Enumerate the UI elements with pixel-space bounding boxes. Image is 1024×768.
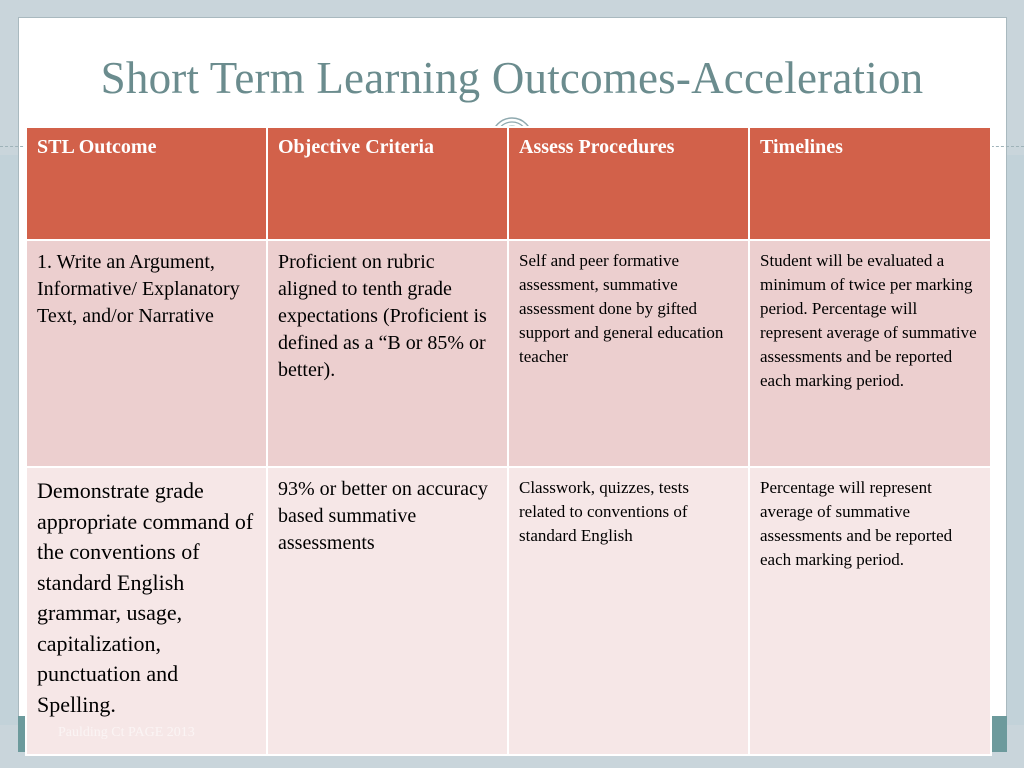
slide-footer: Paulding Ct PAGE 2013 xyxy=(58,725,195,740)
table-row xyxy=(26,240,991,467)
cell-timelines: Student will be evaluated a minimum of twice per marking period. Percentage will represent average of summative assessments and be reported each marking period. xyxy=(749,240,991,467)
cell-criteria: 93% or better on accuracy based summative assessments xyxy=(267,467,508,755)
header-stl-outcome: STL Outcome xyxy=(26,127,267,240)
cell-outcome: 1. Write an Argument, Informative/ Explanatory Text, and/or Narrative xyxy=(26,240,267,467)
cell-criteria: Proficient on rubric aligned to tenth grade expectations (Proficient is defined as a “B or 85% or better). xyxy=(267,240,508,467)
cell-procedures: Classwork, quizzes, tests related to conventions of standard English xyxy=(508,467,749,755)
cell-procedures: Self and peer formative assessment, summative assessment done by gifted support and general education teacher xyxy=(508,240,749,467)
cell-timelines: Percentage will represent average of summative assessments and be reported each marking period. xyxy=(749,467,991,755)
header-objective-criteria: Objective Criteria xyxy=(267,127,508,240)
table-header-row xyxy=(26,127,991,240)
stl-table xyxy=(25,126,992,756)
header-assess-procedures: Assess Procedures xyxy=(508,127,749,240)
header-timelines: Timelines xyxy=(749,127,991,240)
cell-outcome: Demonstrate grade appropriate command of the conventions of standard English grammar, usage, capitalization, punctuation and Spelling. xyxy=(26,467,267,755)
right-side-band xyxy=(1006,155,1024,725)
table-row xyxy=(26,467,991,755)
left-side-band xyxy=(0,155,18,725)
slide-title: Short Term Learning Outcomes-Acceleration xyxy=(100,53,924,103)
